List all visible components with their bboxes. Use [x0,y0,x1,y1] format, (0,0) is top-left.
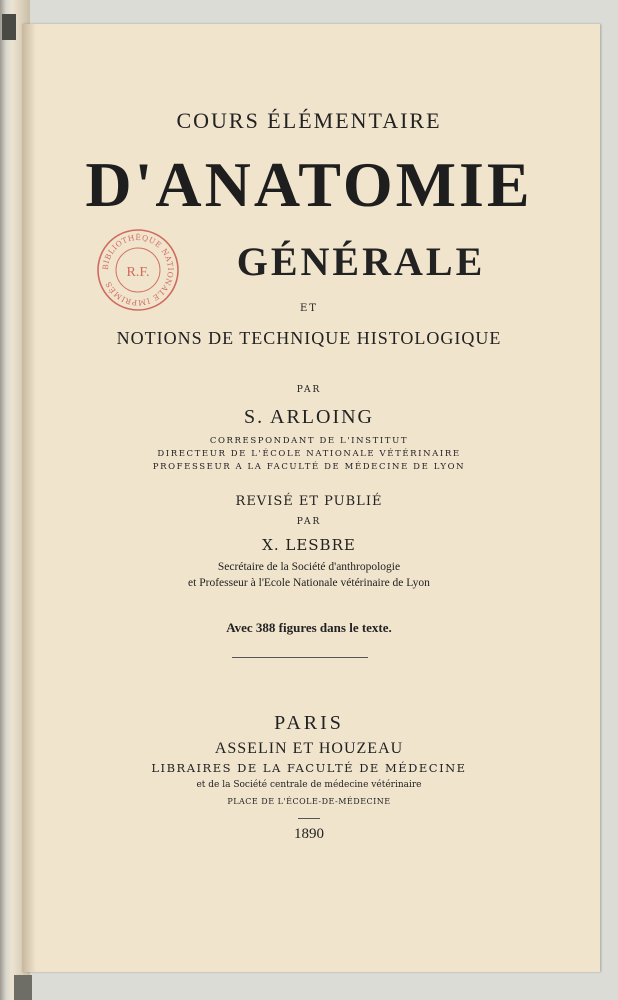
figures-note: Avec 388 figures dans le texte. [226,620,392,635]
revise-line: REVISÉ ET PUBLIÉ [235,494,383,509]
title-line-generale: GÉNÉRALE [236,239,486,284]
author-title-1: CORRESPONDANT DE L'INSTITUT [209,436,409,446]
year-rule [298,818,320,819]
title-line-et: ET [300,303,318,314]
spine-tab [2,14,16,40]
spine-tab-bottom [14,975,32,1000]
par-label-1: PAR [296,385,322,395]
author-title-2: DIRECTEUR DE L'ÉCOLE NATIONALE VÉTÉRINAIRE [157,449,461,459]
stamp-center-text: R.F. [126,265,150,280]
publisher-address: PLACE DE L'ÉCOLE-DE-MÉDECINE [227,797,391,806]
publisher-name: ASSELIN ET HOUZEAU [214,740,404,757]
editor-name: X. LESBRE [262,536,356,554]
publisher-line-1: LIBRAIRES DE LA FACULTÉ DE MÉDECINE [151,761,467,775]
stamp-ring-text: BIBLIOTHÈQUE NATIONALE IMPRIMÉS [100,232,176,308]
title-line-anatomie: D'ANATOMIE [85,149,533,220]
title-line-cours: COURS ÉLÉMENTAIRE [176,108,442,133]
editor-title-2: et Professeur à l'Ecole Nationale vétérinaire de Lyon [188,577,430,589]
author-name: S. ARLOING [243,406,374,428]
library-stamp [96,228,180,312]
editor-title-1: Secrétaire de la Société d'anthropologie [217,561,401,573]
imprint-year: 1890 [294,826,324,842]
divider-rule [232,657,368,658]
title-line-notions: NOTIONS DE TECHNIQUE HISTOLOGIQUE [116,328,502,348]
publisher-line-2: et de la Société centrale de médecine vétérinaire [196,780,422,790]
par-label-2: PAR [296,517,322,527]
author-title-3: PROFESSEUR A LA FACULTÉ DE MÉDECINE DE LYON [152,462,466,472]
imprint-city: PARIS [274,712,344,734]
